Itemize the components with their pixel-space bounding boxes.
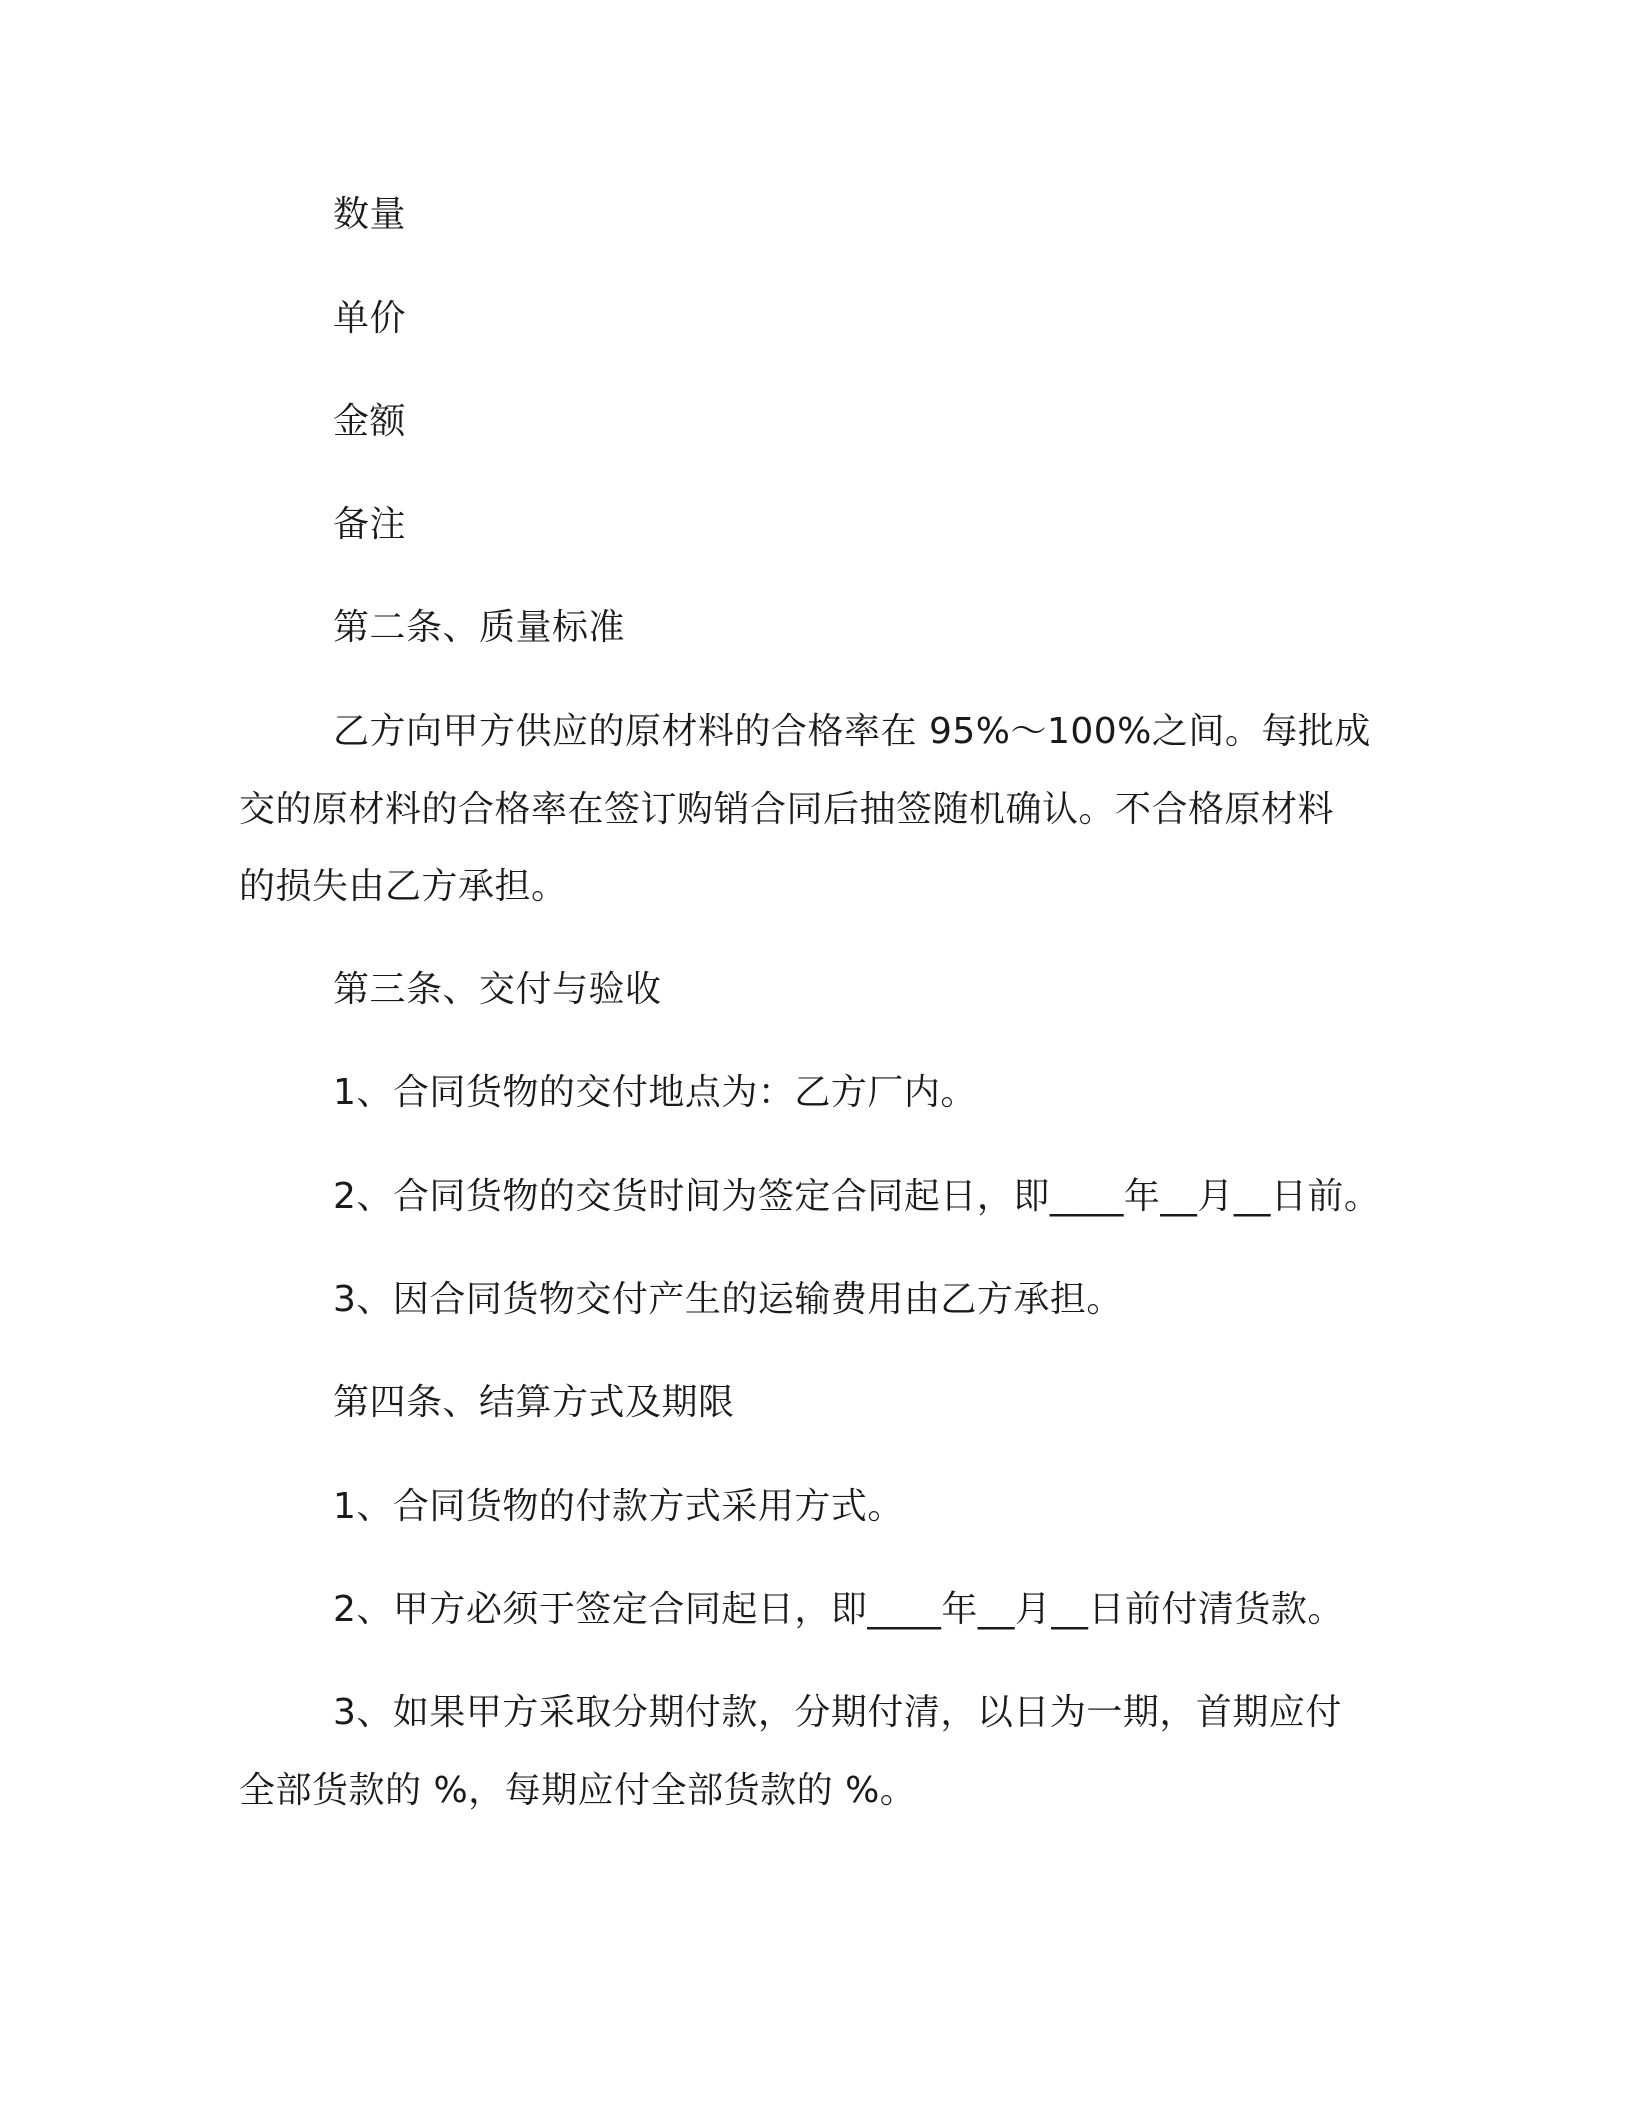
article4-clause-3-line: 全部货款的 %，每期应付全部货款的 %。 bbox=[239, 1770, 917, 1811]
article3-clause-2: 2、合同货物的交货时间为签定合同起日，即____年__月__日前。 bbox=[333, 1176, 1381, 1217]
item-remarks: 备注 bbox=[333, 504, 407, 545]
article3-clause-3: 3、因合同货物交付产生的运输费用由乙方承担。 bbox=[333, 1279, 1123, 1320]
article3-heading: 第三条、交付与验收 bbox=[333, 969, 662, 1010]
article4-clause-1: 1、合同货物的付款方式采用方式。 bbox=[333, 1486, 904, 1527]
article4-heading: 第四条、结算方式及期限 bbox=[333, 1382, 735, 1423]
item-unit-price: 单价 bbox=[333, 298, 407, 339]
article2-paragraph-line: 交的原材料的合格率在签订购销合同后抽签随机确认。不合格原材料 bbox=[239, 789, 1335, 830]
article4-clause-3-line: 3、如果甲方采取分期付款，分期付清，以日为一期，首期应付 bbox=[333, 1692, 1342, 1733]
article2-heading: 第二条、质量标准 bbox=[333, 607, 626, 648]
article2-paragraph-line: 乙方向甲方供应的原材料的合格率在 95%～100%之间。每批成 bbox=[333, 711, 1371, 752]
item-quantity: 数量 bbox=[333, 194, 407, 235]
article3-clause-1: 1、合同货物的交付地点为：乙方厂内。 bbox=[333, 1072, 977, 1113]
item-amount: 金额 bbox=[333, 401, 407, 442]
article4-clause-2: 2、甲方必须于签定合同起日，即____年__月__日前付清货款。 bbox=[333, 1589, 1344, 1630]
article2-paragraph-line: 的损失由乙方承担。 bbox=[239, 866, 568, 907]
